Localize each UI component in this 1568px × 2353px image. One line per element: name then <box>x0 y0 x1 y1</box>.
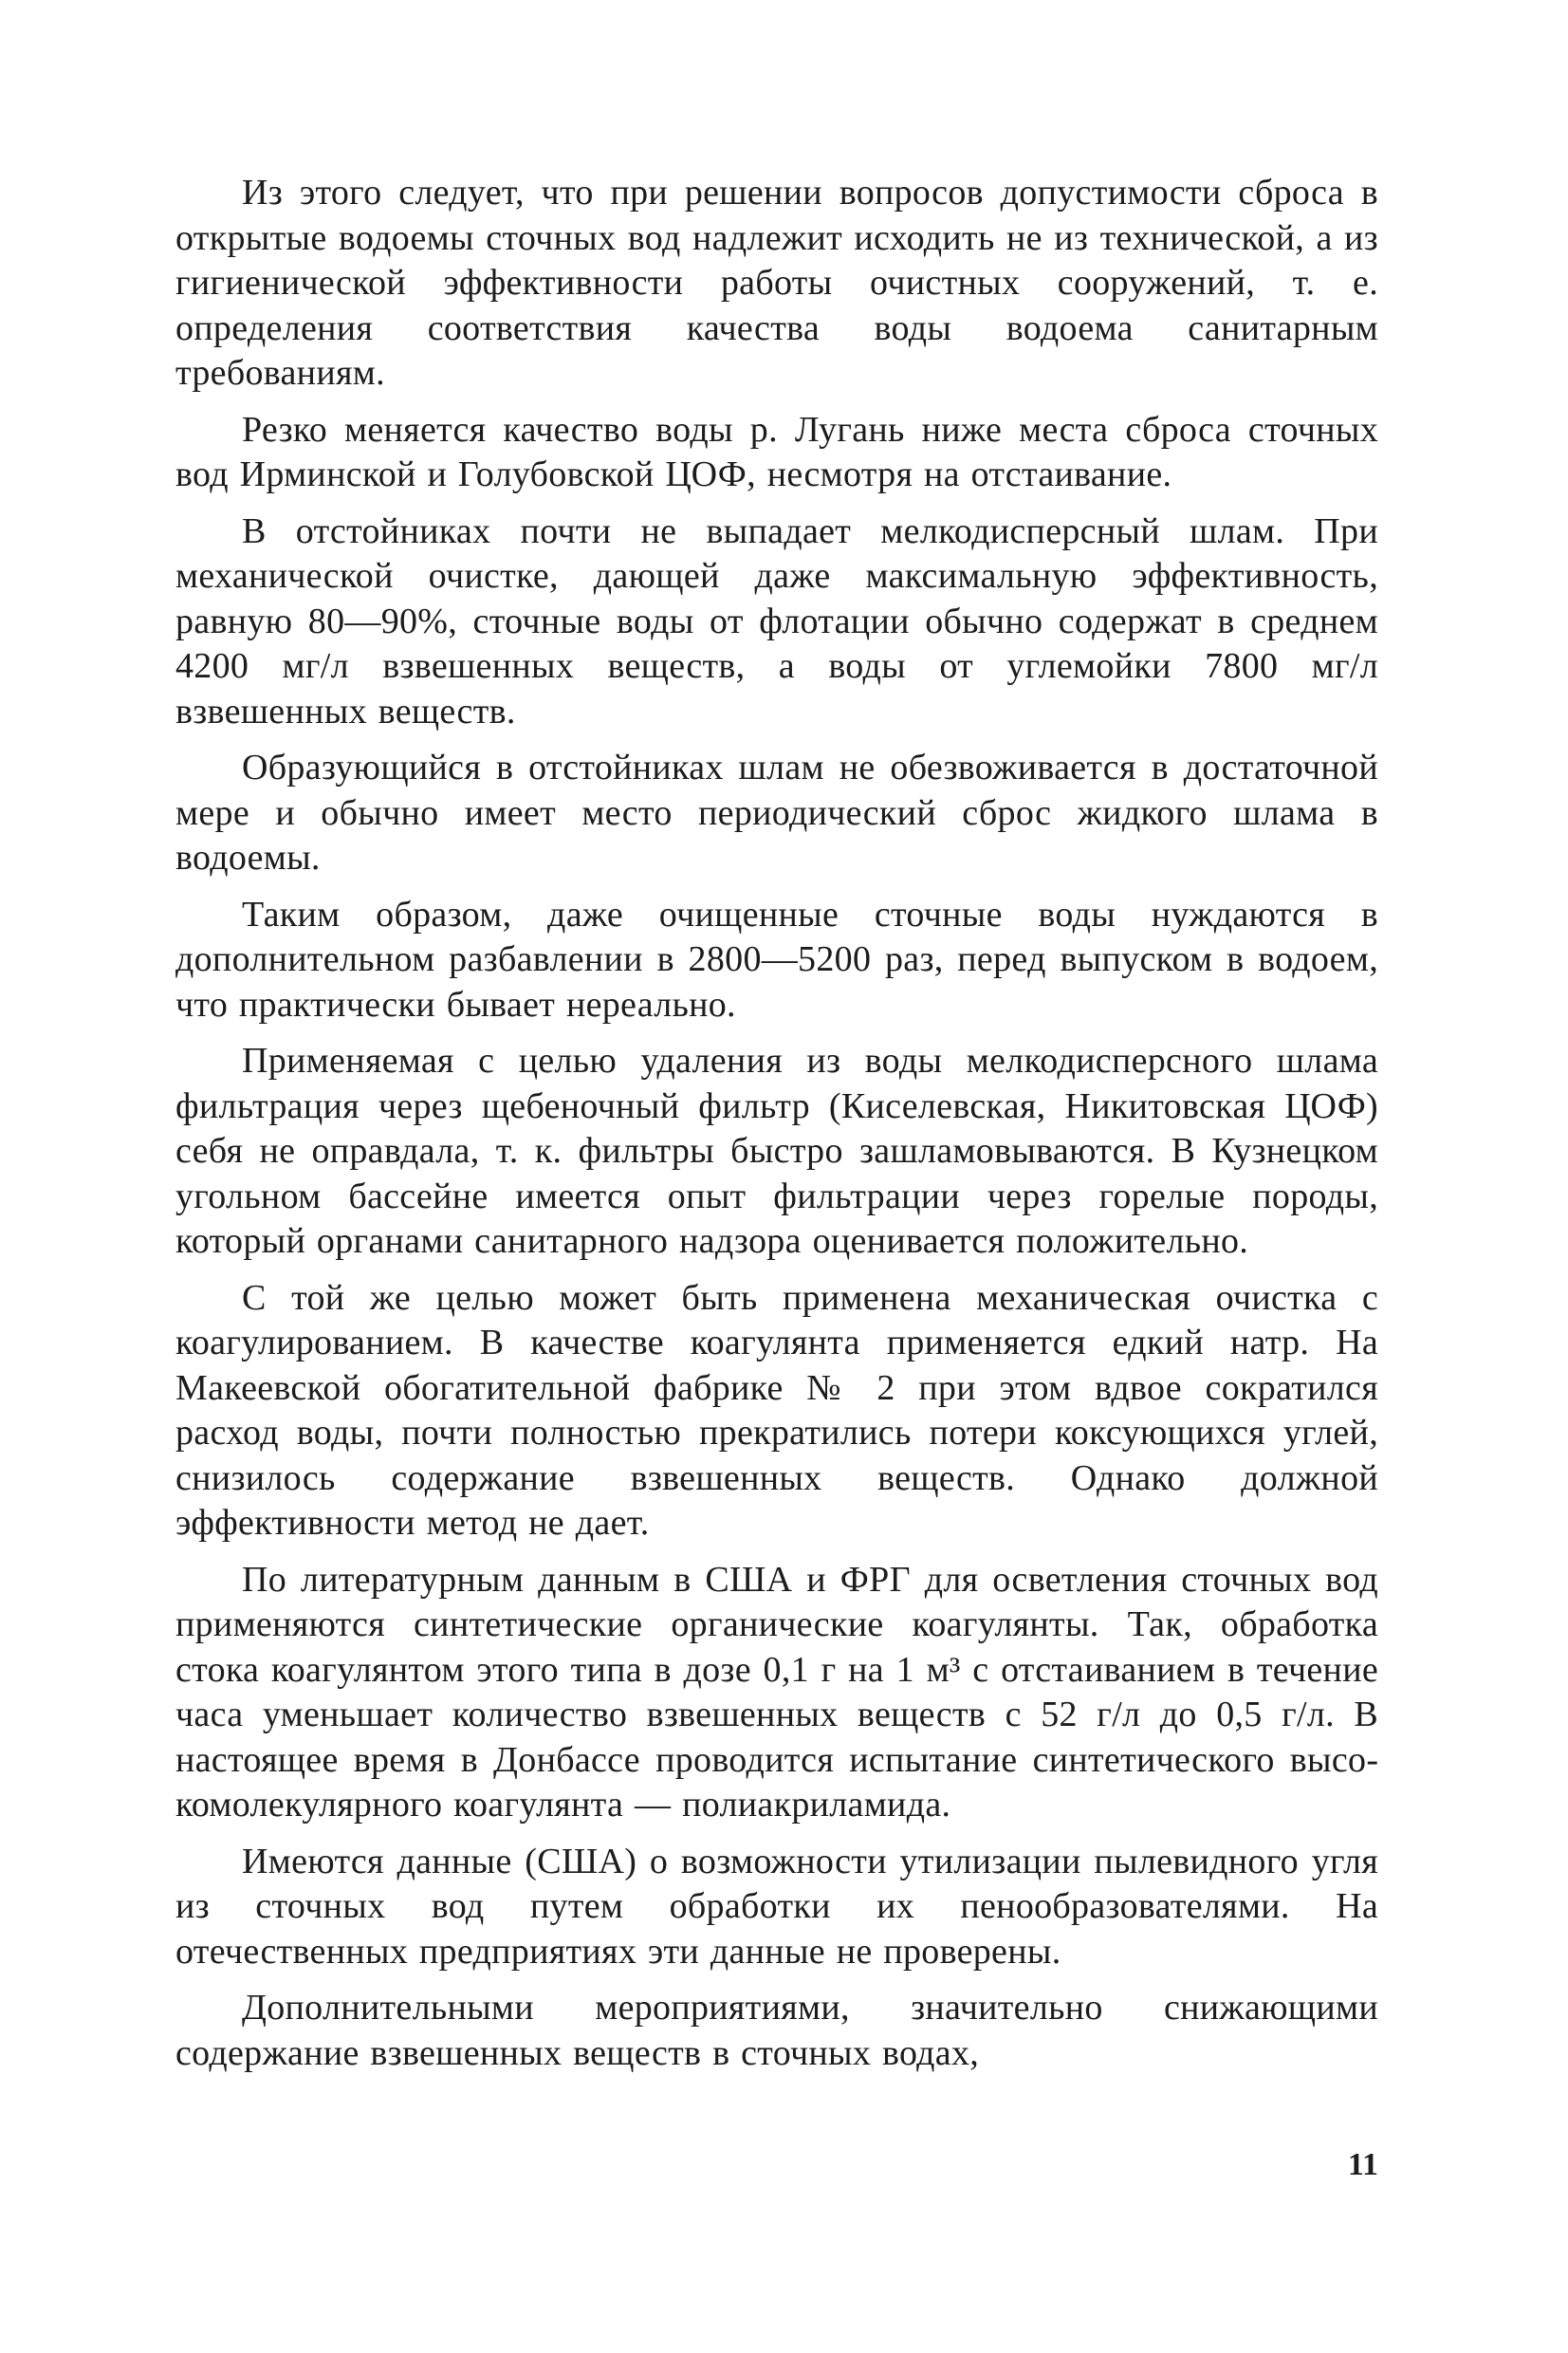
paragraph-6: Применяемая с целью удаления из воды мелкодисперсного шлама фильтрация через щебеночный фильтр (Киселевская, Никитовская ЦОФ) себя не оправдала, т. к. фильтры быстро зашламовываются. В Кузнецком угольном бассейне имеется опыт фильтрации через горелые породы, который органами санитарного надзора оценивается положительно. <box>175 1041 1378 1261</box>
paragraph-5: Таким образом, даже очищенные сточные воды нуждаются в дополнительном разбавлении в 2800—5200 раз, перед выпуском в водоем, что практически бывает нереально. <box>175 894 1378 1025</box>
page-body <box>175 171 1378 2087</box>
paragraph-2: Резко меняется качество воды р. Лугань ниже места сброса сточных вод Ирминской и Голубовской ЦОФ, несмотря на отстаивание. <box>175 409 1378 494</box>
paragraph-8: По литературным данным в США и ФРГ для осветления сточных вод применяются синтетические органические коагулянты. Так, обработка стока коагулянтом этого типа в дозе 0,1 г на 1 м³ с отстаиванием в течение часа уменьшает количество взвешенных веществ с 52 г/л до 0,5 г/л. В настоящее время в Донбассе проводится испытание синтетического высокомолекулярного коагулянта — полиакриламида. <box>175 1559 1378 1825</box>
paragraph-7: С той же целью может быть применена механическая очистка с коагулированием. В качестве коагулянта применяется едкий натр. На Макеевской обогатительной фабрике № 2 при этом вдвое сократился расход воды, почти полностью прекратились потери коксующихся углей, снизилось содержание взвешенных веществ. Однако должной эффективности метод не дает. <box>175 1277 1378 1543</box>
paragraph-3: В отстойниках почти не выпадает мелкодисперсный шлам. При механической очистке, дающей даже максимальную эффективность, равную 80—90%, сточные воды от флотации обычно содержат в среднем 4200 мг/л взвешенных веществ, а воды от углемойки 7800 мг/л взвешенных веществ. <box>175 510 1378 732</box>
paragraph-9: Имеются данные (США) о возможности утилизации пылевидного угля из сточных вод путем обработки их пенообразователями. На отечественных предприятиях эти данные не проверены. <box>175 1841 1378 1972</box>
paragraph-1: Из этого следует, что при решении вопросов допустимости сброса в открытые водоемы сточных вод надлежит исходить не из технической, а из гигиенической эффективности работы очистных сооружений, т. е. определения соответствия качества воды водоема санитарным требованиям. <box>175 173 1378 393</box>
paragraph-10: Дополнительными мероприятиями, значительно снижающими содержание взвешенных веществ в сточных водах, <box>175 1988 1378 2073</box>
page-number: 11 <box>1347 2147 1378 2182</box>
paragraph-4: Образующийся в отстойниках шлам не обезвоживается в достаточной мере и обычно имеет место периодический сброс жидкого шлама в водоемы. <box>175 748 1378 878</box>
